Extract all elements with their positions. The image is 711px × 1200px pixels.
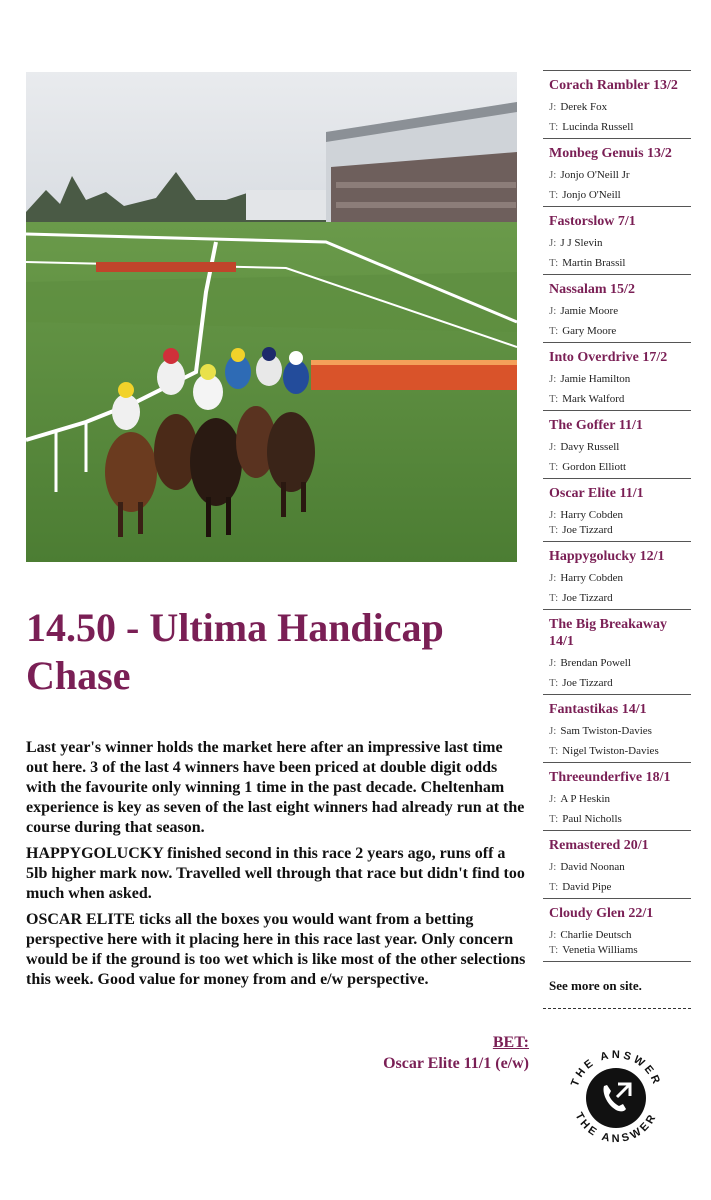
jockey-line (549, 657, 691, 670)
jockey-prefix: J: (549, 169, 557, 181)
jockey-line (549, 793, 691, 806)
logo-svg (560, 1042, 672, 1154)
runner-name: The Big Breakaway 14/1 (549, 617, 667, 649)
jockey-name: Jamie Moore (560, 305, 619, 317)
runner-item (543, 541, 691, 609)
runner-name: Monbeg Genuis 13/2 (549, 146, 672, 161)
trainer-name: Gordon Elliott (562, 461, 627, 473)
trainer-name: Joe Tizzard (562, 677, 613, 689)
jockey-name: J J Slevin (560, 237, 603, 249)
jockey-line (549, 237, 691, 250)
trainer-name: Jonjo O'Neill (562, 189, 621, 201)
jockey-line (549, 572, 691, 585)
bet-label: BET: (492, 1034, 529, 1051)
trainer-prefix: T: (549, 677, 559, 689)
jockey-name: Sam Twiston-Davies (560, 725, 652, 737)
jockey-prefix: J: (549, 793, 557, 805)
trainer-prefix: T: (549, 524, 559, 536)
runner-item (543, 410, 691, 478)
logo-ring-text-bottom: THE ANSWER (572, 1110, 660, 1146)
trainer-line (549, 524, 691, 537)
article-paragraph: HAPPYGOLUCKY finished second in this race 2 years ago, runs off a 5lb higher mark now. Travelled well through that race but didn't find too much when asked. (26, 845, 525, 902)
trainer-prefix: T: (549, 257, 559, 269)
jockey-line (549, 509, 691, 522)
jockey-line (549, 861, 691, 874)
jockey-name: Harry Cobden (560, 509, 623, 521)
runner-item (543, 609, 691, 694)
jockey-prefix: J: (549, 725, 557, 737)
runner-name: Oscar Elite 11/1 (549, 486, 644, 501)
trainer-name: David Pipe (562, 881, 612, 893)
trainer-line (549, 257, 691, 270)
trainer-prefix: T: (549, 745, 559, 757)
runner-item (543, 694, 691, 762)
jockey-name: Brendan Powell (560, 657, 631, 669)
jockey-line (549, 441, 691, 454)
trainer-name: Paul Nicholls (562, 813, 622, 825)
trainer-name: Nigel Twiston-Davies (562, 745, 659, 757)
runner-name: Into Overdrive 17/2 (549, 350, 668, 365)
trainer-name: Lucinda Russell (562, 121, 634, 133)
runner-item (543, 830, 691, 898)
article-paragraph: OSCAR ELITE ticks all the boxes you would want from a betting perspective here with it placing here in this race last year. Only concern would be if the ground is too wet which is like most of the other selections this week. Good value for money from and e/w perspective. (26, 911, 526, 988)
jockey-name: Jonjo O'Neill Jr (560, 169, 630, 181)
racecourse-illustration (26, 72, 517, 562)
trainer-name: Joe Tizzard (562, 524, 613, 536)
runner-name: Nassalam 15/2 (549, 282, 635, 297)
jockey-prefix: J: (549, 441, 557, 453)
trainer-name: Joe Tizzard (562, 592, 613, 604)
trainer-line (549, 592, 691, 605)
jockey-name: A P Heskin (560, 793, 611, 805)
jockey-prefix: J: (549, 657, 557, 669)
bet-value: Oscar Elite 11/1 (e/w) (383, 1055, 529, 1072)
jockey-prefix: J: (549, 373, 557, 385)
trainer-line (549, 881, 691, 894)
jockey-name: Davy Russell (560, 441, 620, 453)
trainer-prefix: T: (549, 325, 559, 337)
trainer-prefix: T: (549, 393, 559, 405)
trainer-line (549, 461, 691, 474)
runner-name: Fantastikas 14/1 (549, 702, 647, 717)
runner-item (543, 206, 691, 274)
logo-ring-text-top: THE ANSWER (568, 1048, 664, 1089)
jockey-name: Harry Cobden (560, 572, 623, 584)
page-title: 14.50 - Ultima Handicap Chase (26, 605, 444, 698)
jockey-line (549, 305, 691, 318)
trainer-name: Gary Moore (562, 325, 617, 337)
runner-item (543, 274, 691, 342)
runner-name: Corach Rambler 13/2 (549, 78, 678, 93)
jockey-line (549, 725, 691, 738)
jockey-prefix: J: (549, 572, 557, 584)
runner-name: The Goffer 11/1 (549, 418, 643, 433)
trainer-prefix: T: (549, 189, 559, 201)
jockey-line (549, 169, 691, 182)
jockey-line (549, 101, 691, 114)
runner-item (543, 478, 691, 541)
jockey-line (549, 373, 691, 386)
runner-name: Fastorslow 7/1 (549, 214, 636, 229)
jockey-prefix: J: (549, 929, 557, 941)
trainer-name: Venetia Williams (562, 944, 638, 956)
jockey-name: Jamie Hamilton (560, 373, 631, 385)
the-answer-logo (560, 1042, 672, 1154)
trainer-line (549, 325, 691, 338)
trainer-line (549, 813, 691, 826)
trainer-prefix: T: (549, 121, 559, 133)
trainer-name: Martin Brassil (562, 257, 626, 269)
race-photo (26, 72, 517, 562)
jockey-prefix: J: (549, 101, 557, 113)
runner-name: Cloudy Glen 22/1 (549, 906, 654, 921)
trainer-prefix: T: (549, 461, 559, 473)
jockey-name: David Noonan (560, 861, 625, 873)
trainer-prefix: T: (549, 944, 559, 956)
runner-item (543, 762, 691, 830)
trainer-line (549, 393, 691, 406)
trainer-line (549, 121, 691, 134)
runner-item (543, 342, 691, 410)
runner-name: Happygolucky 12/1 (549, 549, 665, 564)
article-body (26, 738, 526, 996)
trainer-prefix: T: (549, 813, 559, 825)
bet-recommendation (383, 1032, 529, 1074)
jockey-name: Charlie Deutsch (560, 929, 632, 941)
runners-list (543, 70, 691, 1009)
runner-name: Remastered 20/1 (549, 838, 649, 853)
article-paragraph: Last year's winner holds the market here after an impressive last time out here. 3 of the last 4 winners have been priced at double digit odds with the favourite only winning 1 time in the past decade. Cheltenham experience is key as seven of the last eight winners had already run at the course during that season. (26, 739, 525, 836)
jockey-prefix: J: (549, 237, 557, 249)
jockey-prefix: J: (549, 861, 557, 873)
runner-item (543, 138, 691, 206)
jockey-line (549, 929, 691, 942)
trainer-prefix: T: (549, 592, 559, 604)
runner-item (543, 898, 691, 961)
see-more-link[interactable]: See more on site. (543, 961, 691, 994)
runner-name: Threeunderfive 18/1 (549, 770, 671, 785)
trainer-name: Mark Walford (562, 393, 625, 405)
trainer-line (549, 944, 691, 957)
jockey-name: Derek Fox (560, 101, 608, 113)
jockey-prefix: J: (549, 305, 557, 317)
trainer-line (549, 189, 691, 202)
trainer-prefix: T: (549, 881, 559, 893)
jockey-prefix: J: (549, 509, 557, 521)
trainer-line (549, 745, 691, 758)
dashed-divider (543, 1008, 691, 1009)
trainer-line (549, 677, 691, 690)
runner-item (543, 70, 691, 138)
logo-circle (586, 1068, 646, 1128)
